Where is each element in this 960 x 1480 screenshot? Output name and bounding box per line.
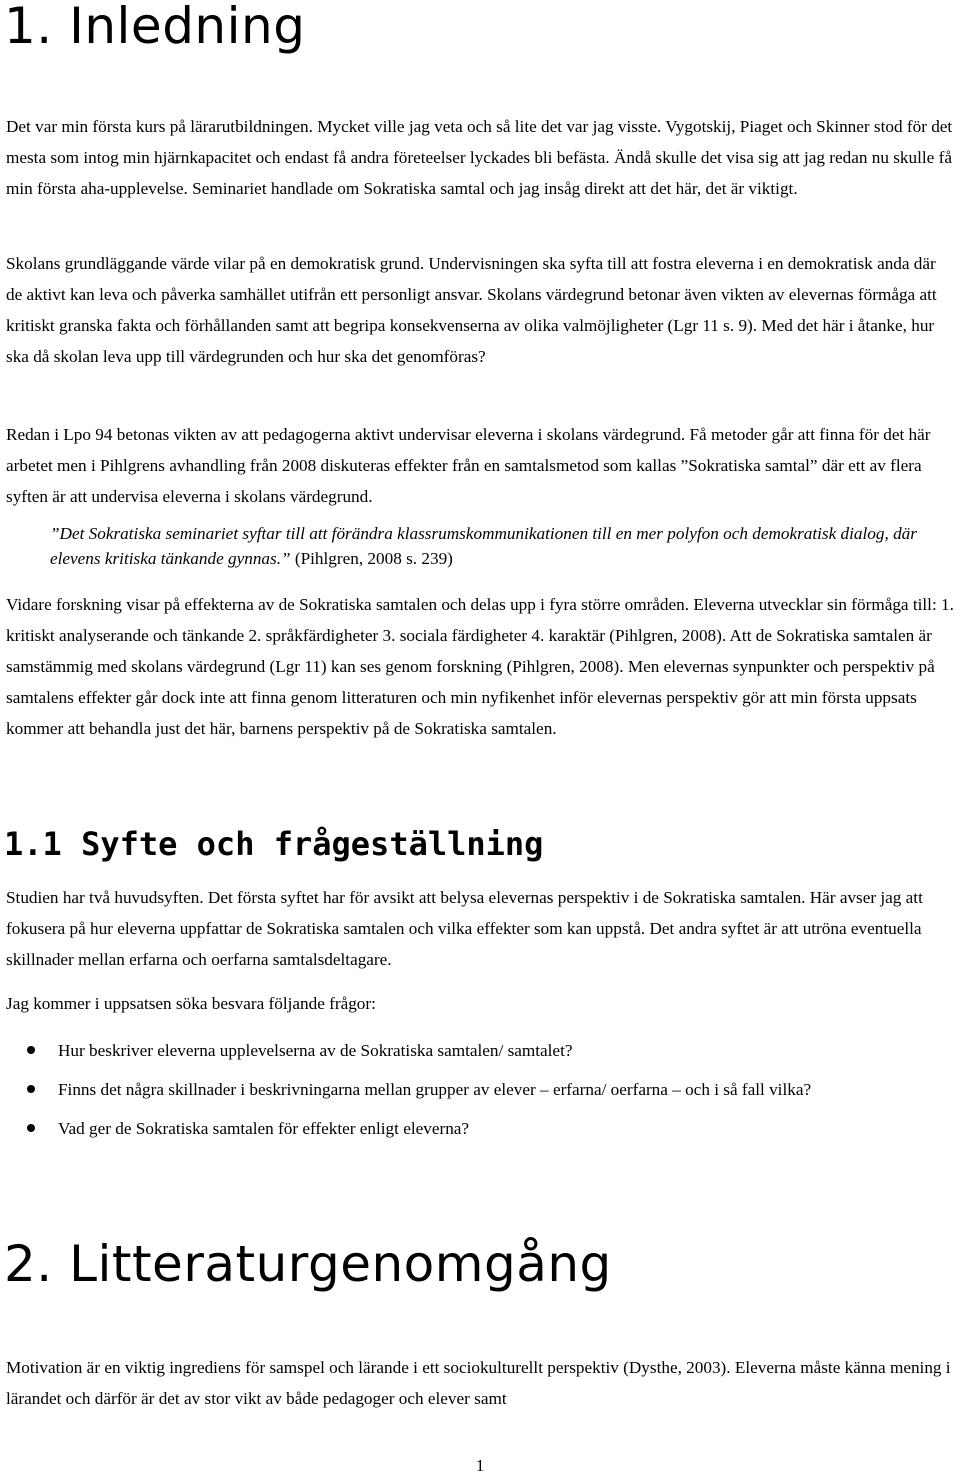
- list-item: [0, 1035, 958, 1066]
- intro-paragraph-1: Det var min första kurs på lärarutbildningen. Mycket ville jag veta och så lite det var jag visste. Vygotskij, Piaget och Skinner stod för det mesta som intog min hjärnkapacitet och endast få andra företeelser lyckades bli befästa. Ändå skulle det visa sig att jag redan nu skulle få min första aha-upplevelse. Seminariet handlade om Sokratiska samtal och jag insåg direkt att det här, det är viktigt.: [6, 117, 953, 198]
- intro-paragraph-3: Redan i Lpo 94 betonas vikten av att pedagogerna aktivt undervisar eleverna i skolans värdegrund. Få metoder går att finna för det här arbetet men i Pihlgrens avhandling från 2008 diskuteras effekter från en samtalsmetod som kallas ”Sokratiska samtal” där ett av flera syften är att undervisa eleverna i skolans värdegrund.: [6, 425, 931, 506]
- list-item: [0, 1074, 958, 1105]
- bullet-icon: [27, 1046, 35, 1054]
- intro-paragraph-2: Skolans grundläggande värde vilar på en demokratisk grund. Undervisningen ska syfta till att fostra eleverna i en demokratisk anda där de aktivt kan leva och påverka samhället utifrån ett personligt ansvar. Skolans värdegrund betonar även vikten av elevernas förmåga att kritiskt granska fakta och förhållanden samt att begripa konsekvenserna av olika valmöjligheter (Lgr 11 s. 9). Med det här i åtanke, hur ska då skolan leva upp till värdegrunden och hur ska det genomföras?: [6, 254, 937, 366]
- intro-paragraph-4: Vidare forskning visar på effekterna av de Sokratiska samtalen och delas upp i fyra större områden. Eleverna utvecklar sin förmåga till: 1. kritiskt analyserande och tänkande 2. språkfärdigheter 3. sociala färdigheter 4. karaktär (Pihlgren, 2008). Att de Sokratiska samtalen är samstämmig med skolans värdegrund (Lgr 11) kan ses genom forskning (Pihlgren, 2008). Men elevernas synpunkter och perspektiv på samtalens effekter går dock inte att finna genom litteraturen och min nyfikenhet inför elevernas perspektiv gör att min första uppsats kommer att behandla just det här, barnens perspektiv på de Sokratiska samtalen.: [6, 595, 954, 738]
- bullet-icon: [27, 1124, 35, 1132]
- block-quote: [50, 521, 950, 571]
- quote-citation: (Pihlgren, 2008 s. 239): [290, 549, 453, 568]
- bullet-icon: [27, 1085, 35, 1093]
- syfte-paragraph-1: Studien har två huvudsyften. Det första syftet har för avsikt att belysa elevernas perspektiv i de Sokratiska samtalen. Här avser jag att fokusera på hur eleverna uppfattar de Sokratiska samtalen och vilka effekter som kan uppstå. Det andra syftet är att utröna eventuella skillnader mellan erfarna och oerfarna samtalsdeltagare.: [6, 888, 923, 969]
- quote-text: ”Det Sokratiska seminariet syftar till att förändra klassrumskommunikationen till en mer polyfon och demokratisk dialog, där elevens kritiska tänkande gynnas.”: [50, 524, 917, 568]
- heading-litteraturgenomgang: 2. Litteraturgenomgång: [4, 1235, 612, 1293]
- question-text: Finns det några skillnader i beskrivningarna mellan grupper av elever – erfarna/ oerfarna – och i så fall vilka?: [58, 1080, 812, 1099]
- page-number: 1: [475, 1456, 485, 1475]
- heading-syfte: 1.1 Syfte och frågeställning: [4, 825, 544, 863]
- question-text: Vad ger de Sokratiska samtalen för effekter enligt eleverna?: [58, 1119, 470, 1138]
- question-list: [0, 1035, 958, 1152]
- heading-inledning: 1. Inledning: [4, 0, 306, 55]
- question-text: Hur beskriver eleverna upplevelserna av de Sokratiska samtalen/ samtalet?: [58, 1041, 573, 1060]
- syfte-paragraph-2: Jag kommer i uppsatsen söka besvara följande frågor:: [6, 994, 376, 1013]
- list-item: [0, 1113, 958, 1144]
- litt-paragraph-1: Motivation är en viktig ingrediens för samspel och lärande i ett sociokulturellt perspektiv (Dysthe, 2003). Eleverna måste känna mening i lärandet och därför är det av stor vikt av både pedagoger och elever samt: [6, 1358, 951, 1408]
